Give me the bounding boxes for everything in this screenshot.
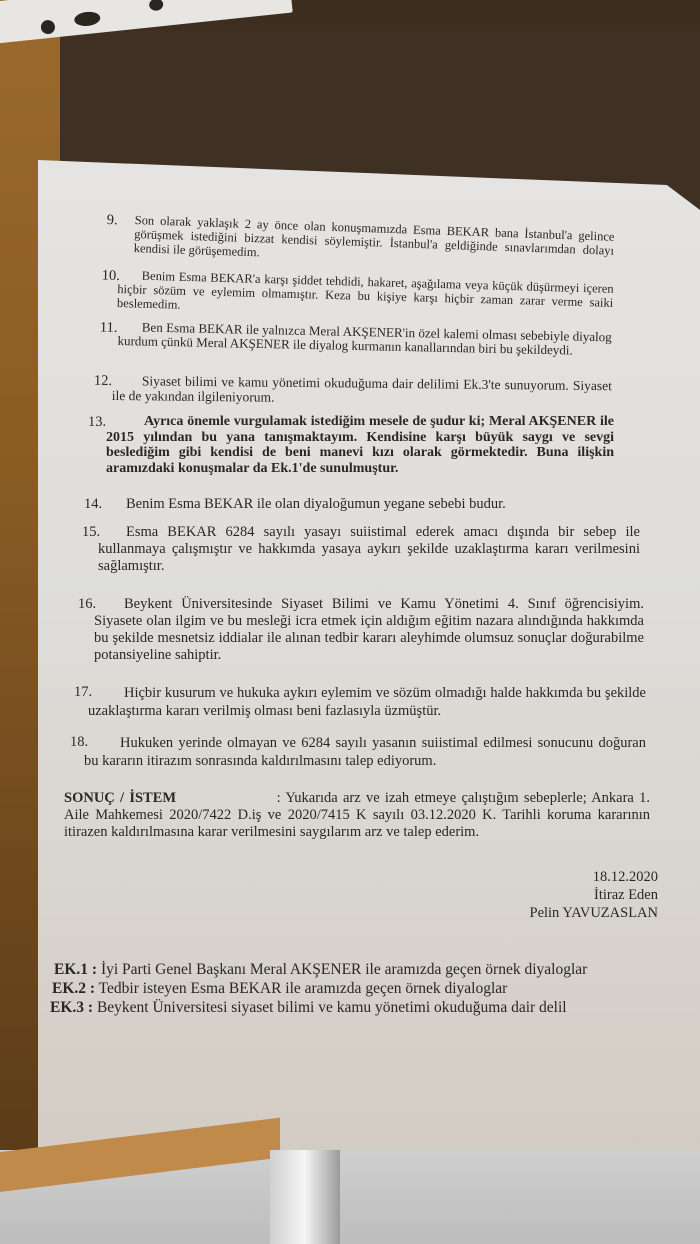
item-number: 18. [70, 734, 89, 750]
item-9 [106, 212, 615, 272]
item-14 [84, 496, 616, 512]
item-12 [93, 372, 612, 408]
item-number: 9. [106, 212, 118, 229]
annex-item-2 [50, 979, 587, 998]
annex-label: EK.1 : [54, 961, 98, 978]
annex-label: EK.3 : [50, 999, 94, 1016]
item-number: 16. [78, 596, 97, 612]
annex-list [50, 960, 587, 1017]
item-text: Beykent Üniversitesinde Siyaset Bilimi ve Kamu Yönetimi 4. Sınıf öğrencisiyim. Siyasete olan ilgim ve bu mesleği icra etmek için aldığım eğitim nazara alındığında hakkımda bu şekilde mesnetsiz iddialar ile alınan tedbir kararı aleyhimde olumsuz sonuçlar doğurabilme potansiyeline sahiptir. [94, 596, 644, 663]
item-number: 10. [101, 267, 121, 285]
annex-text: İyi Parti Genel Başkanı Meral AKŞENER ile aramızda geçen örnek diyaloglar [100, 961, 588, 978]
item-number: 14. [84, 496, 103, 512]
item-text: Ben Esma BEKAR ile yalnızca Meral AKŞENER'in özel kalemi olması sebebiyle diyalog kurdum çünkü Meral AKŞENER ile diyalog kurmanın kanallarından biri bu şekildeydi. [117, 319, 612, 358]
item-18 [70, 734, 646, 770]
annex-text: Tedbir isteyen Esma BEKAR ile aramızda geçen örnek diyaloglar [98, 980, 508, 997]
item-text: Son olarak yaklaşık 2 ay önce olan konuşmamızda Esma BEKAR bana İstanbul'a gelince görüşmek istediğini bizzat kendisi söylemiştir. İstanbul'a geldiğinde sınavlarımdan dolayı kendisi ile görüşemedim. [133, 213, 615, 260]
item-number: 11. [99, 319, 118, 336]
conclusion-section [64, 790, 650, 841]
item-11 [99, 319, 612, 358]
item-number: 15. [82, 524, 101, 540]
conclusion-label: SONUÇ / İSTEM [64, 790, 177, 806]
signature-block [530, 868, 659, 922]
item-13 [88, 414, 614, 476]
annex-label: EK.2 : [52, 980, 96, 997]
item-15 [82, 524, 640, 575]
conclusion-separator: : [276, 790, 281, 806]
annex-text: Beykent Üniversitesi siyaset bilimi ve kamu yönetimi okuduğuma dair delil [96, 999, 567, 1016]
item-text: Hukuken yerinde olmayan ve 6284 sayılı yasanın suiistimal edilmesi sonucunu doğuran bu kararın itirazım sonrasında kaldırılmasını talep ediyorum. [84, 735, 646, 769]
item-text: Ayrıca önemle vurgulamak istediğim mesele de şudur ki; Meral AKŞENER ile 2015 yılından bu yana tanışmaktayım. Kendisine karşı büyük saygı ve sevgi beslediğim gibi kendisi de beni manevi kızı olarak görmektedir. Buna ilişkin aramızdaki konuşmalar da Ek.1'de sunulmuştur. [106, 414, 614, 476]
annex-item-1 [50, 960, 587, 979]
item-text: Esma BEKAR 6284 sayılı yasayı suiistimal ederek amacı dışında bir sebep ile kullanmaya çalışmıştır ve hakkımda yasaya aykırı şekilde uzaklaştırma kararı verilmesini sağlamıştır. [98, 524, 640, 574]
item-text: Benim Esma BEKAR ile olan diyaloğumun yegane sebebi budur. [126, 496, 506, 512]
item-number: 12. [93, 372, 113, 390]
item-text: Benim Esma BEKAR'a karşı şiddet tehdidi, hakaret, aşağılama veya küçük düşürmeyi içeren hiçbir sözüm ve eylemim olmamıştır. Keza bu kişiye karşı hiçbir zaman zarar verme saiki beslemedim. [116, 268, 614, 312]
item-number: 13. [88, 414, 107, 430]
conclusion-text: Yukarıda arz ve izah etmeye çalıştığım sebeplerle; Ankara 1. Aile Mahkemesi 2020/7422 D.iş ve 2020/7415 K sayılı 03.12.2020 K. Tarihli koruma kararının itirazen kaldırılmasına karar verilmesini saygılarım arz ve talep ederim. [64, 790, 651, 840]
signature-date: 18.12.2020 [592, 869, 658, 885]
item-10 [101, 267, 614, 324]
annex-item-3 [50, 998, 587, 1017]
signature-name: Pelin YAVUZASLAN [529, 905, 658, 921]
item-text: Siyaset bilimi ve kamu yönetimi okuduğuma dair delilimi Ek.3'te sunuyorum. Siyaset ile de yakından ilgileniyorum. [111, 373, 612, 405]
item-16 [78, 596, 644, 664]
signature-role: İtiraz Eden [593, 887, 658, 903]
item-17 [74, 684, 646, 720]
item-text: Hiçbir kusurum ve hukuka aykırı eylemim ve sözüm olmadığı halde hakkımda bu şekilde uzaklaştırma kararı verilmiş olması beni fazlasıyla üzmüştür. [88, 685, 646, 719]
item-number: 17. [74, 684, 93, 700]
